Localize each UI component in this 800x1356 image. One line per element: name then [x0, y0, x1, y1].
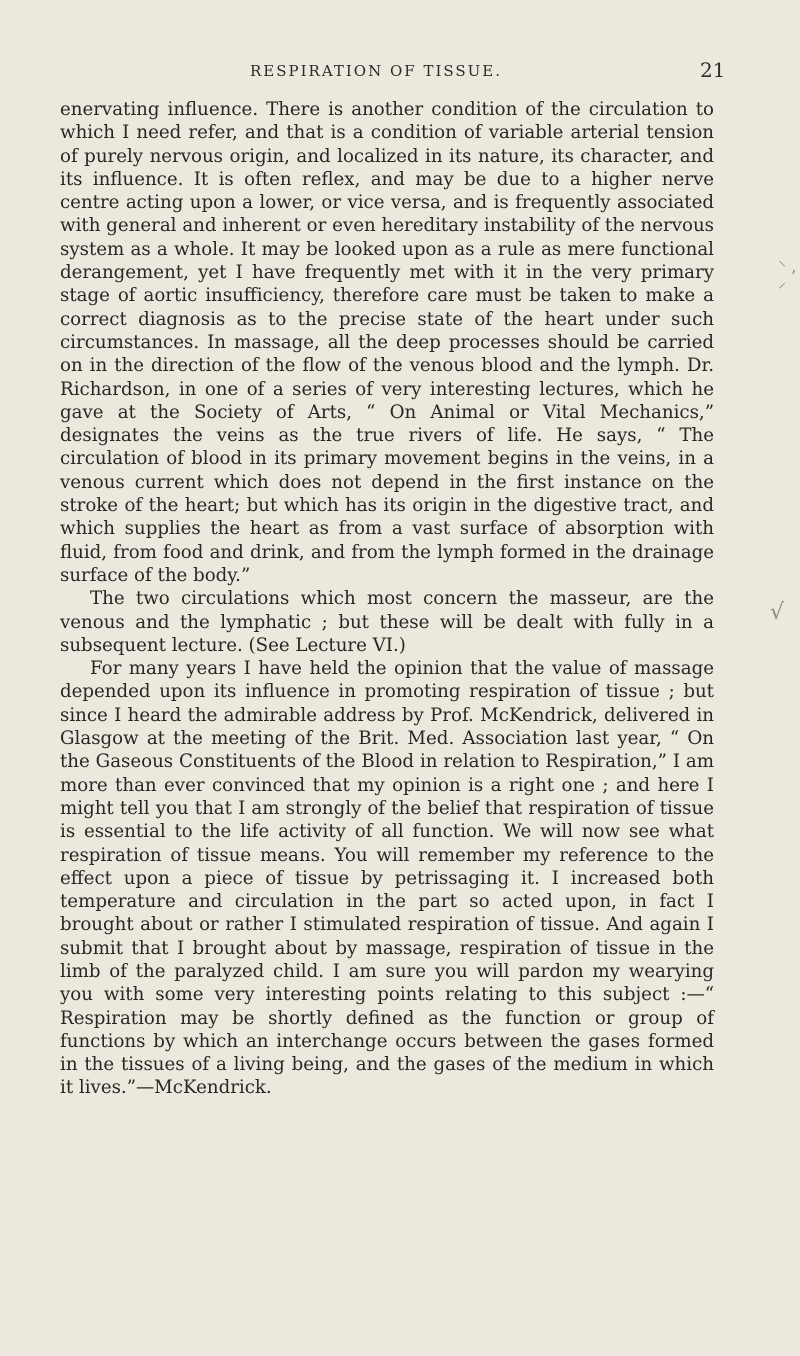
paragraph-3: For many years I have held the opinion that the value of massage depended upon its influence in promoting respiration of tissue ; but since I heard the admirable address by Prof. McKendrick, delivered in Glasgow at the meeting of the Brit. Med. Association last year, “ On the Gaseous Constituents of the Blood in relation to Respiration,” I am more than ever convinced that my opinion is a right one ; and here I might tell you that I am strongly of the belief that respiration of tissue is essential to the life activity of all function. We will now see what respiration of tissue means. You will remember my reference to the effect upon a piece of tissue by petrissaging it. I increased both temperature and circulation in the part so acted upon, in fact I brought about or rather I stimulated respiration of tissue. And again I submit that I brought about by massage, respiration of tissue in the limb of the paralyzed child. I am sure you will pardon my wearying you with some very interesting points relating to this subject :—“ Respiration may be shortly defined as the function or group of functions by which an interchange occurs between the gases formed in the tissues of a living being, and the gases of the medium in which it lives.”—McKendrick.	[60, 658, 714, 1099]
pencil-margin-mark-icon: ⸌ , ⸍	[778, 257, 797, 298]
body-text	[60, 98, 714, 1100]
paragraph-2: The two circulations which most concern the masseur, are the venous and the lymphatic ; but these will be dealt with fully in a subsequent lecture. (See Lecture VI.)	[60, 588, 714, 656]
pencil-check-mark-icon: √	[770, 600, 785, 625]
paragraph-1: enervating influence. There is another condition of the circulation to which I need refer, and that is a condition of variable arterial tension of purely nervous origin, and localized in its nature, its character, and its influence. It is often reflex, and may be due to a higher nerve centre acting upon a lower, or vice versa, and is frequently associated with general and inherent or even hereditary instability of the nervous system as a whole. It may be looked upon as a rule as mere functional derangement, yet I have frequently met with it in the very primary stage of aortic insufficiency, therefore care must be taken to make a correct diagnosis as to the precise state of the heart under such circumstances. In massage, all the deep processes should be carried on in the direction of the flow of the venous blood and the lymph. Dr. Richardson, in one of a series of very interesting lectures, which he gave at the Society of Arts, “ On Animal or Vital Mechanics,” designates the veins as the true rivers of life. He says, “ The circulation of blood in its primary movement begins in the veins, in a venous current which does not depend in the first instance on the stroke of the heart; but which has its origin in the digestive tract, and which supplies the heart as from a vast surface of absorption with fluid, from food and drink, and from the lymph formed in the drainage surface of the body.”	[60, 99, 714, 586]
page-number: 21	[700, 58, 726, 82]
running-title: RESPIRATION OF TISSUE.	[250, 62, 503, 80]
